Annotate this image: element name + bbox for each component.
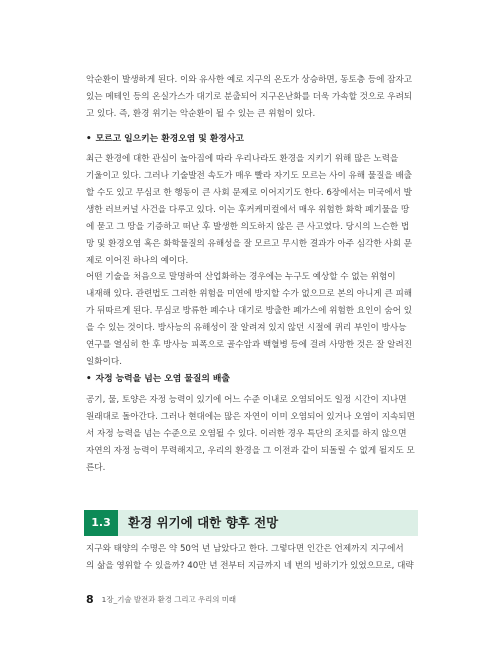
bullet-dot-icon: •: [86, 134, 92, 144]
section-paragraph: 지구와 태양의 수명은 약 50억 년 남았다고 한다. 그렇다면 인간은 언제까지 지구에서 의 삶을 영위할 수 있을까? 40만 년 전부터 지금까지 네 번의 빙하기가 있었으므로, 대략: [86, 544, 414, 571]
section-number: 1.3: [84, 510, 118, 536]
bullet-dot-icon: •: [86, 374, 92, 384]
intro-paragraph: 악순환이 발생하게 된다. 이와 유사한 예로 지구의 온도가 상승하면, 동토층 등에 잠자고 있는 메테인 등의 온실가스가 대기로 분출되어 지구온난화를 더욱 가속할 것으로 우려되 고 있다. 즉, 환경 위기는 악순환이 될 수 있는 큰 위험이 있다.: [86, 75, 413, 119]
bullet-heading-2: [86, 371, 416, 388]
running-footer: 1장_기술 발전과 환경 그리고 우리의 미래: [101, 594, 237, 604]
bullet-heading-2-text: 자정 능력을 넘는 오염 물질의 배출: [95, 374, 230, 384]
bullet-heading-1-text: 모르고 일으키는 환경오염 및 환경사고: [95, 134, 244, 144]
section-title: 환경 위기에 대한 향후 전망: [128, 515, 279, 530]
section-heading: [84, 510, 418, 536]
paragraph-1: 최근 환경에 대한 관심이 높아짐에 따라 우리나라도 환경을 지키기 위해 많은 노력을 기울이고 있다. 그러나 기술발전 속도가 매우 빨라 자기도 모르는 사이 유해 물질을 배출 할 수도 있고 무심코 한 행동이 큰 사회 문제로 이어지기도 한다. 6장에서는 미국에서 발 생한 러브커널 사건을 다루고 있다. 이는 후커케미컬에서 매우 위험한 화학 폐기물을 땅 에 묻고 그 땅을 기증하고 떠난 후 발생한 의도하지 않은 큰 사고였다. 당시의 느슨한 법 망 및 환경오염 혹은 화학물질의 유해성을 잘 모르고 무시한 결과가 아주 심각한 사회 문 제로 이어진 하나의 예이다.: [86, 154, 413, 266]
page-number: 8: [86, 592, 94, 606]
paragraph-2: 어떤 기술을 처음으로 말명하여 산업화하는 경우에는 누구도 예상할 수 없는 위험이 내재해 있다. 관련법도 그러한 위험을 미연에 방지할 수가 없으므로 본의 아니게 큰 피해 가 뒤따르게 된다. 무심코 방류한 폐수나 대기로 방출한 폐가스에 위험한 요인이 숨어 있 을 수 있는 것이다. 방사능의 유해성이 잘 알려져 있지 않던 시절에 퀴리 부인이 방사능 연구를 열심히 한 후 방사능 피폭으로 골수암과 백혈병 등에 걸려 사망한 것은 잘 알려진 일화이다.: [86, 272, 413, 367]
page-footer: [86, 591, 236, 607]
bullet-heading-1: [86, 131, 416, 148]
paragraph-3: 공기, 물, 토양은 자정 능력이 있기에 어느 수준 이내로 오염되어도 일정 시간이 지나면 원래대로 돌아간다. 그러나 현대에는 많은 자연이 이미 오염되어 있거나 오염이 지속되면 서 자정 능력을 넘는 수준으로 오염될 수 있다. 이러한 경우 특단의 조치를 하지 않으면 자연의 자정 능력이 무력해지고, 우리의 환경을 그 이전과 같이 되돌릴 수 없게 될지도 모 른다.: [86, 395, 415, 473]
